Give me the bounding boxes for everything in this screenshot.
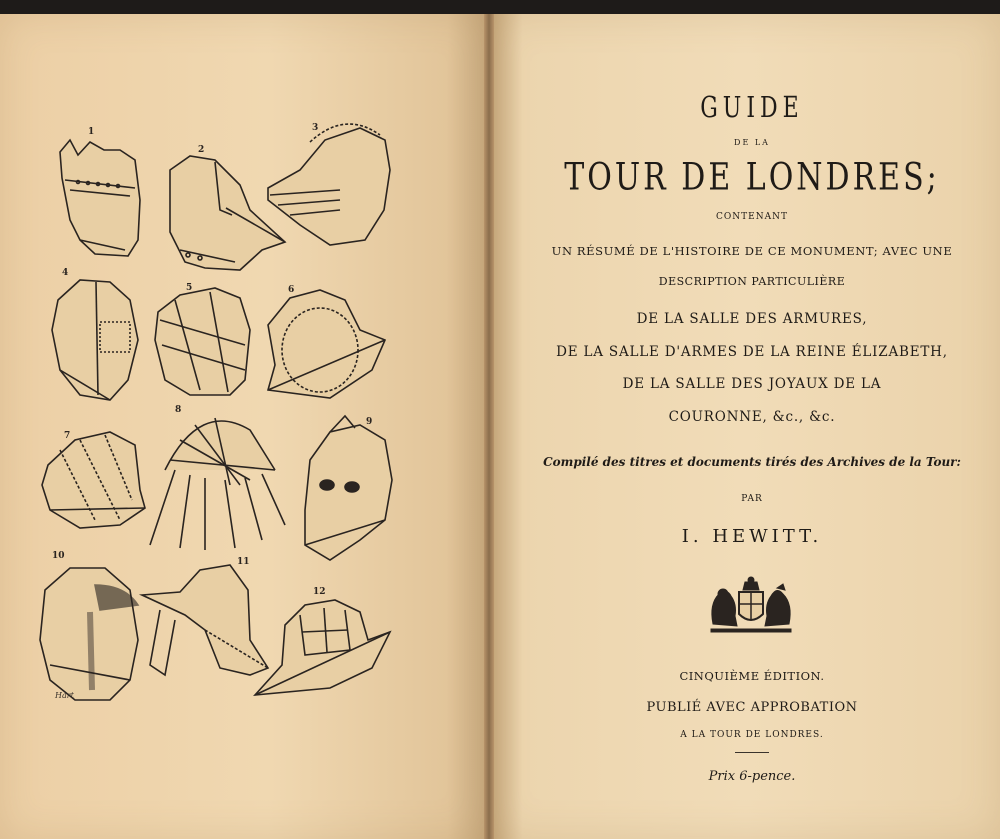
armures-line: DE LA SALLE DES ARMURES,	[636, 311, 868, 327]
description-line: DESCRIPTION PARTICULIÈRE	[658, 275, 846, 288]
royal-coat-of-arms-icon	[701, 574, 801, 634]
a-la-tour-line: A LA TOUR DE LONDRES.	[680, 730, 824, 740]
couronne-line: COURONNE, &c., &c.	[668, 409, 836, 425]
engraver-signature: Hart	[55, 691, 74, 700]
reine-line: DE LA SALLE D'ARMES DE LA REINE ÉLIZABETH,	[556, 344, 948, 360]
helmet-number-12: 12	[313, 587, 326, 597]
helmet-number-6: 6	[288, 285, 295, 295]
resume-line: UN RÉSUMÉ DE L'HISTOIRE DE CE MONUMENT; AVEC UNE	[551, 244, 953, 258]
par-label: PAR	[741, 494, 763, 504]
joyaux-line: DE LA SALLE DES JOYAUX DE LA	[622, 376, 882, 392]
main-title: TOUR DE LONDRES;	[564, 155, 940, 200]
helmet-number-5: 5	[186, 283, 193, 293]
helmet-2	[170, 156, 285, 270]
helmet-4	[52, 280, 138, 400]
edition-line: CINQUIÈME ÉDITION.	[679, 669, 825, 683]
title-page	[492, 14, 1000, 839]
helmet-illustrations	[0, 0, 486, 825]
helmet-10	[40, 568, 138, 700]
helmet-number-8: 8	[175, 405, 182, 415]
contenant-label: CONTENANT	[716, 212, 788, 222]
helmet-number-9: 9	[366, 417, 373, 427]
helmet-number-3: 3	[312, 123, 319, 133]
title-de-la: DE LA	[734, 138, 770, 147]
helmet-number-10: 10	[52, 551, 65, 561]
compile-line: Compilé des titres et documents tirés des Archives de la Tour:	[543, 455, 961, 469]
helmet-6	[268, 290, 385, 398]
helmet-8	[150, 418, 285, 550]
helmet-12	[255, 600, 390, 695]
helmet-5	[155, 288, 250, 395]
helmet-number-1: 1	[88, 127, 95, 137]
price-line: Prix 6-pence.	[708, 769, 796, 784]
helmet-plate	[0, 0, 486, 825]
publie-line: PUBLIÉ AVEC APPROBATION	[646, 700, 858, 715]
title-guide: GUIDE	[700, 92, 804, 125]
helmet-11	[142, 565, 268, 675]
helmet-number-11: 11	[237, 557, 250, 567]
divider-rule	[735, 752, 769, 753]
helmet-number-2: 2	[198, 145, 205, 155]
author-name: I. HEWITT.	[681, 526, 823, 547]
helmet-9	[305, 416, 392, 560]
helmet-number-7: 7	[64, 431, 71, 441]
helmet-7	[42, 432, 145, 528]
helmet-3	[268, 124, 390, 245]
helmet-1	[60, 140, 140, 256]
helmet-number-4: 4	[62, 268, 69, 278]
